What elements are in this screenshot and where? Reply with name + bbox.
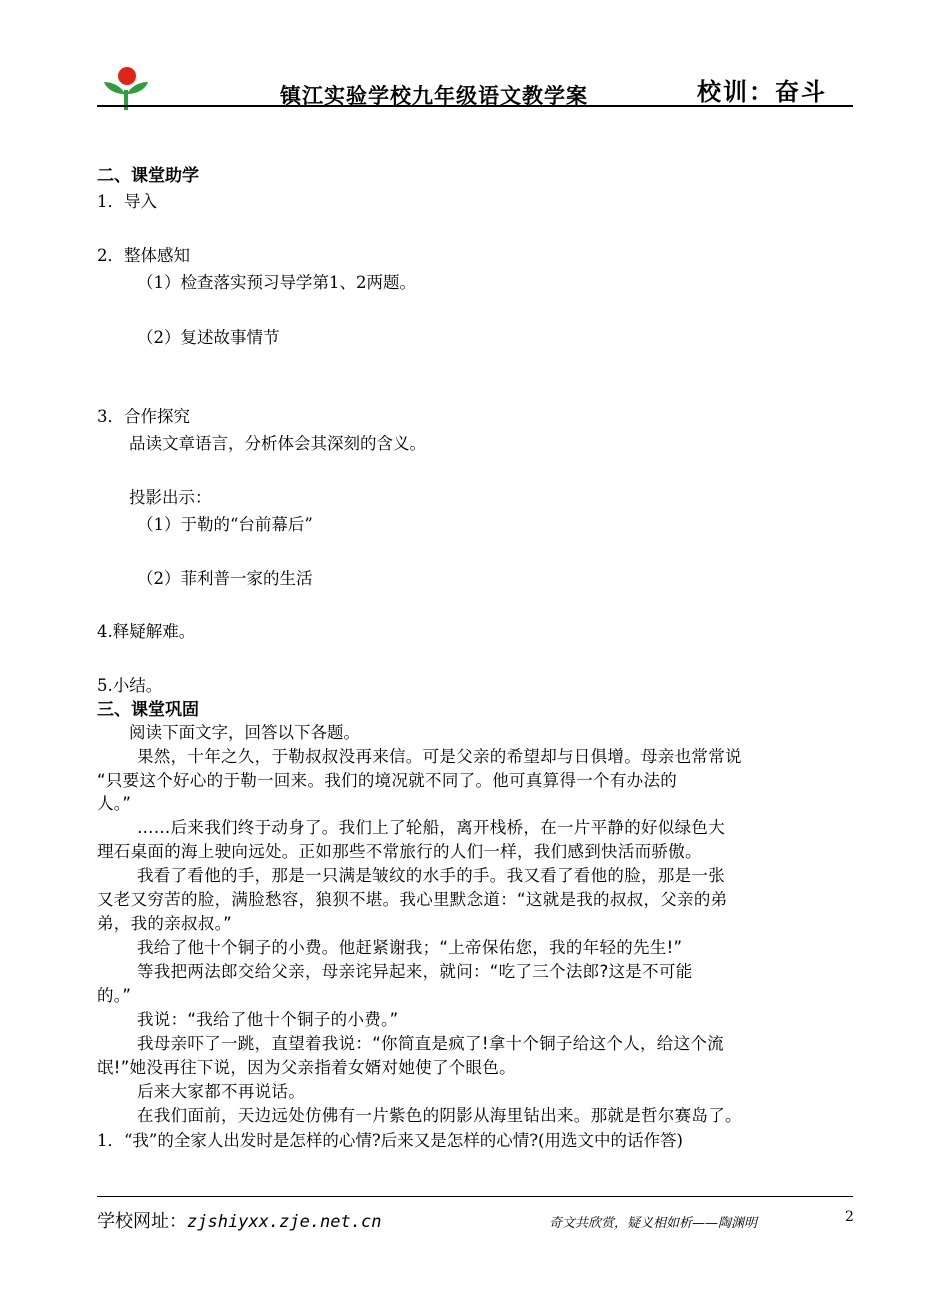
header-divider: [97, 105, 853, 107]
passage-line: 后来大家都不再说话。: [137, 1082, 305, 1101]
passage-line: 我母亲吓了一跳，直望着我说：“你简直是疯了!拿十个铜子给这个人，给这个流: [137, 1034, 724, 1053]
section3-heading: 三、课堂巩固: [97, 700, 199, 720]
passage-line: ……后来我们终于动身了。我们上了轮船，离开栈桥，在一片平静的好似绿色大: [137, 818, 725, 837]
school-website: [97, 1207, 381, 1233]
website-url: zjshiyxx.zje.net.cn: [187, 1212, 382, 1232]
item3-sub2: （2）菲利普一家的生活: [137, 569, 313, 588]
reading-instruction: 阅读下面文字，回答以下各题。: [129, 723, 360, 742]
item2-sub2: （2）复述故事情节: [137, 328, 280, 347]
item-intro: 1．导入: [97, 192, 157, 211]
question-1: 1．“我”的全家人出发时是怎样的心情?后来又是怎样的心情?(用选文中的话作答): [97, 1131, 683, 1150]
item3-text: 品读文章语言，分析体会其深刻的含义。: [129, 434, 426, 453]
passage-line: 我看了看他的手，那是一只满是皱纹的水手的手。我又看了看他的脸，那是一张: [137, 866, 725, 885]
school-title: 镇江实验学校九年级语文教学案: [280, 83, 588, 108]
passage-line: 理石桌面的海上驶向远处。正如那些不常旅行的人们一样，我们感到快活而骄傲。: [97, 842, 702, 861]
footer-quote: 奇文共欣赏，疑义相如析——陶渊明: [549, 1216, 758, 1231]
footer-divider: [97, 1196, 853, 1197]
website-label: 学校网址：: [97, 1211, 187, 1232]
passage-line: 人。”: [97, 794, 132, 813]
item-resolve-doubts: 4.释疑解难。: [97, 622, 196, 641]
passage-line: 我给了他十个铜子的小费。他赶紧谢我；“上帝保佑您，我的年轻的先生!”: [137, 938, 683, 957]
passage-line: 在我们面前，天边远处仿佛有一片紫色的阴影从海里钻出来。那就是哲尔赛岛了。: [137, 1106, 742, 1125]
item-summary: 5.小结。: [97, 676, 163, 695]
passage-line: 等我把两法郎交给父亲，母亲诧异起来，就问：“吃了三个法郎?这是不可能: [137, 962, 693, 981]
page-header: [97, 60, 853, 110]
item3-projection: 投影出示：: [129, 488, 212, 507]
page-number: 2: [845, 1209, 854, 1225]
passage-line: 弟，我的亲叔叔。”: [97, 914, 232, 933]
school-motto: 校训：奋斗: [697, 77, 827, 106]
passage-line: 又老又穷苦的脸，满脸愁容，狼狈不堪。我心里默念道：“这就是我的叔叔，父亲的弟: [97, 890, 728, 909]
item-overall-perception: 2．整体感知: [97, 246, 190, 265]
page-footer: [97, 1207, 853, 1237]
section2-heading: 二、课堂助学: [97, 166, 199, 186]
passage-line: 氓!”她没再往下说，因为父亲指着女婿对她使了个眼色。: [97, 1058, 516, 1077]
item3-sub1: （1）于勒的“台前幕后”: [137, 515, 313, 534]
passage-line: 我说：“我给了他十个铜子的小费。”: [137, 1010, 399, 1029]
item2-sub1: （1）检查落实预习导学第1、2两题。: [137, 273, 416, 292]
passage-line: 果然，十年之久，于勒叔叔没再来信。可是父亲的希望却与日俱增。母亲也常常说: [137, 747, 742, 766]
item-cooperative-inquiry: 3．合作探究: [97, 407, 190, 426]
passage-line: 的。”: [97, 986, 132, 1005]
passage-line: “只要这个好心的于勒一回来。我们的境况就不同了。他可真算得一个有办法的: [97, 771, 678, 790]
